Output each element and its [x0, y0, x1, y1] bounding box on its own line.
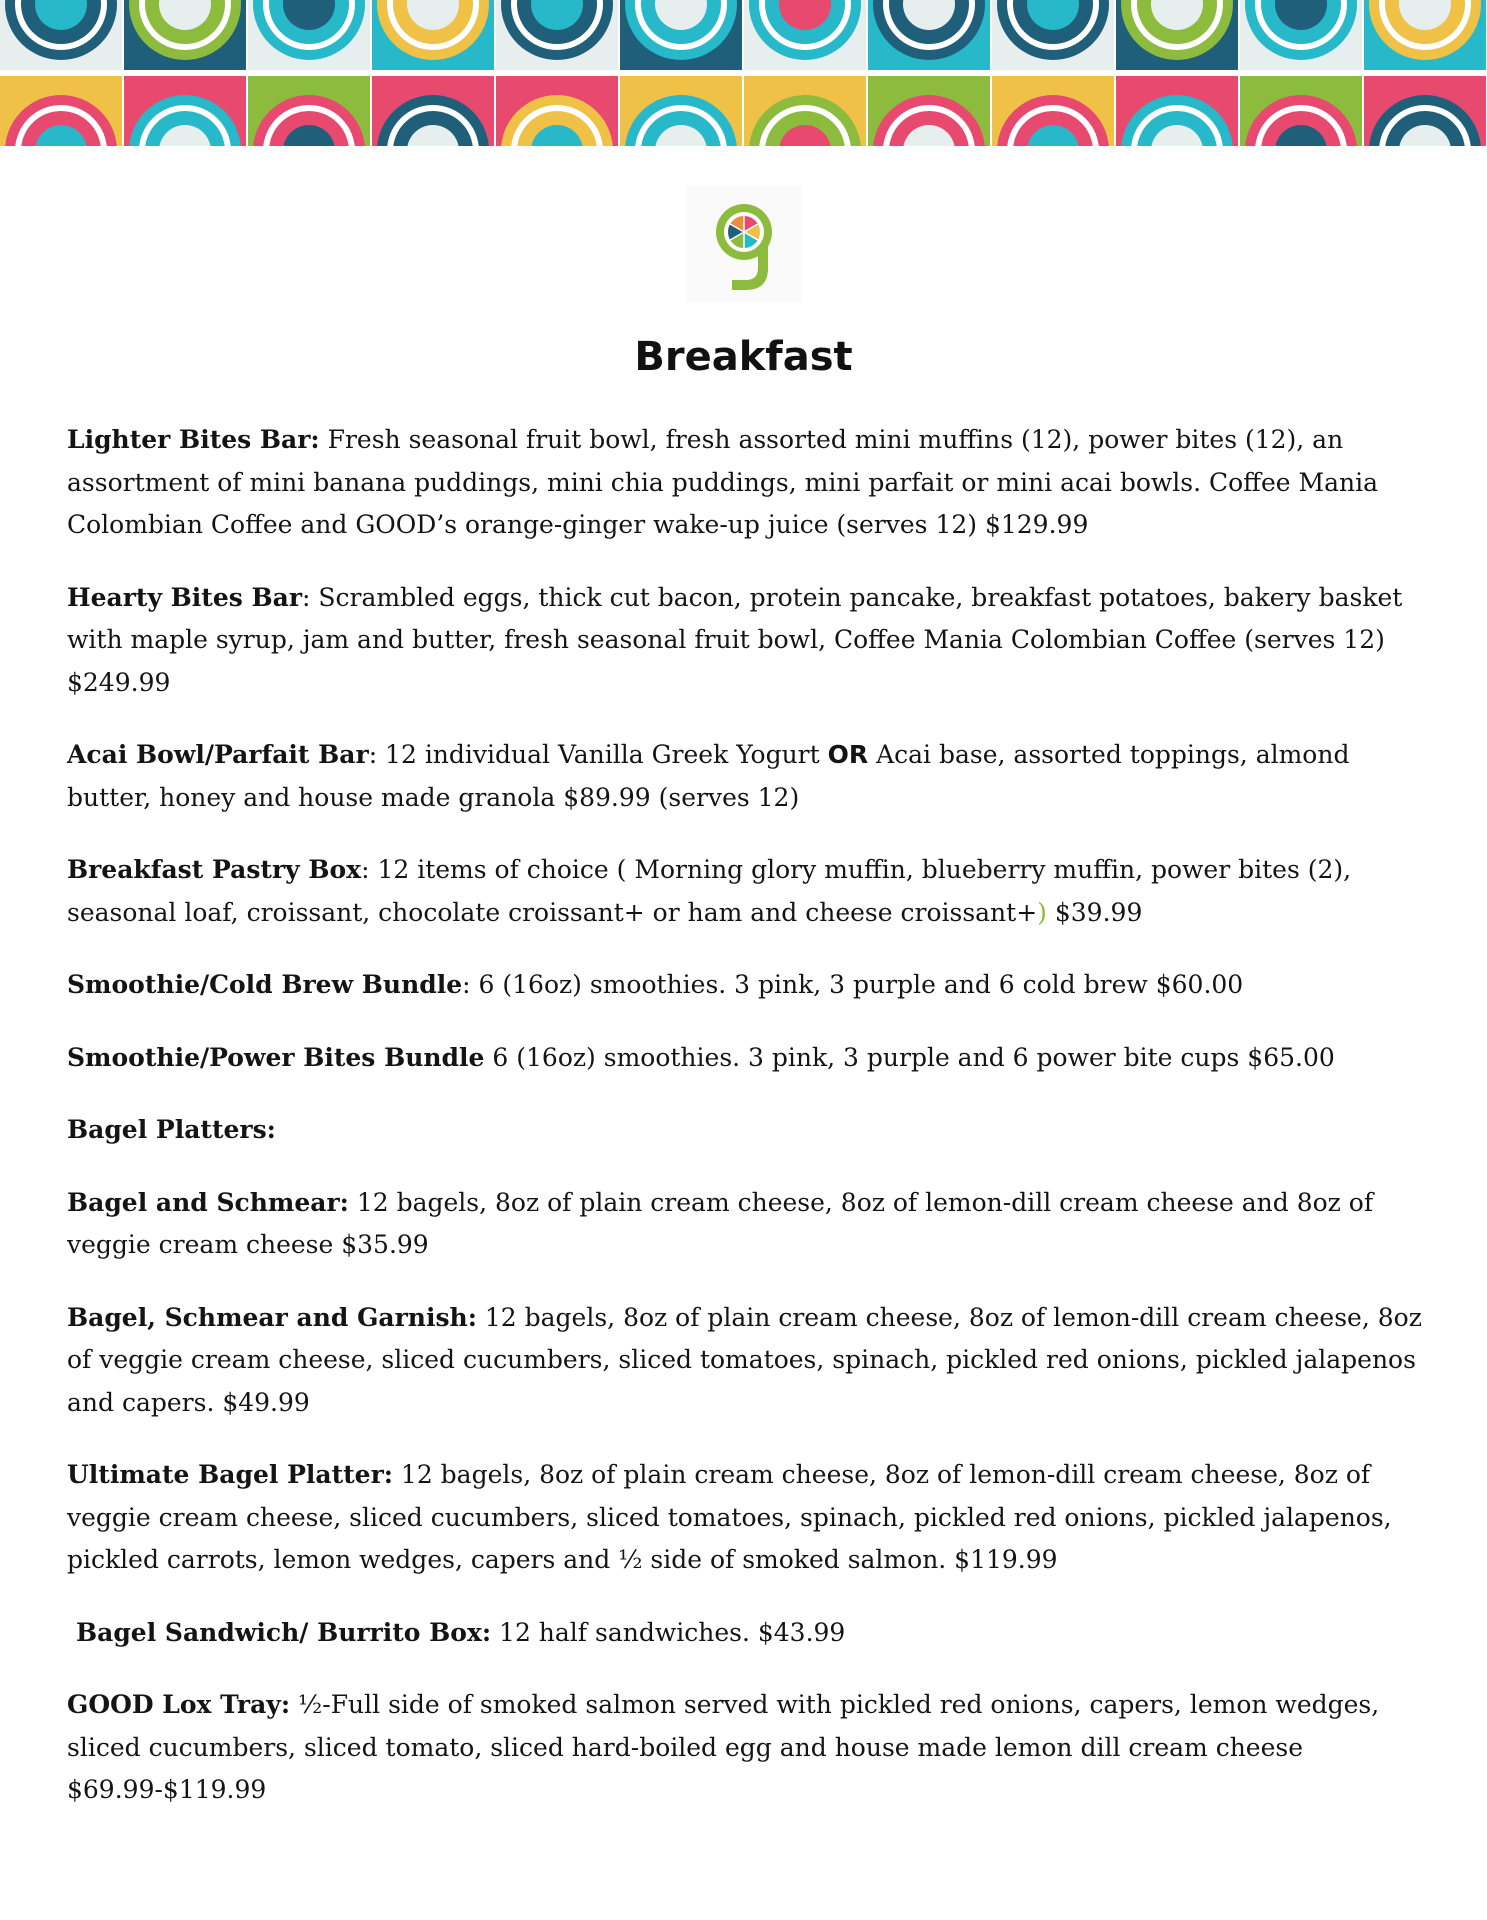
menu-item-smoothie-power-bites-bundle: [67, 1037, 1427, 1080]
item-description-cont: Acai base, assorted toppings, almond butter, honey and house made granola $89.99 (serves 12): [67, 740, 1350, 812]
item-name: Ultimate Bagel Platter:: [67, 1460, 393, 1489]
item-name: Lighter Bites Bar:: [67, 425, 320, 454]
item-name: GOOD Lox Tray:: [67, 1690, 291, 1719]
menu-item-bagel-and-schmear: [67, 1182, 1427, 1267]
item-description: : Scrambled eggs, thick cut bacon, protein pancake, breakfast potatoes, bakery basket with maple syrup, jam and butter, fresh seasonal fruit bowl, Coffee Mania Colombian Coffee (serves 12) $249.99: [67, 582, 1403, 697]
item-description: Fresh seasonal fruit bowl, fresh assorted mini muffins (12), power bites (12), an assortment of mini banana puddings, mini chia puddings, mini parfait or mini acai bowls. Coffee Mania Colombian Coffee and GOOD’s orange-ginger wake-up juice (serves 12) $129.99: [67, 425, 1378, 539]
item-name: Acai Bowl/Parfait Bar: [67, 740, 369, 769]
menu-item-ultimate-bagel-platter: [67, 1454, 1427, 1582]
item-name: Bagel and Schmear:: [67, 1187, 349, 1217]
item-description: : 6 (16oz) smoothies. 3 pink, 3 purple and 6 cold brew $60.00: [462, 970, 1244, 999]
item-description: : 12 items of choice ( Morning glory muffin, blueberry muffin, power bites (2), seasonal loaf, croissant, chocolate croissant+ or ham and cheese croissant+: [67, 855, 1352, 927]
item-description: 12 half sandwiches. $43.99: [491, 1617, 846, 1647]
item-name: Bagel Sandwich/ Burrito Box:: [76, 1617, 492, 1647]
citrus-swirl-g-logo: [686, 186, 802, 302]
item-name: Hearty Bites Bar: [67, 582, 303, 612]
section-heading: Bagel Platters:: [67, 1115, 276, 1144]
menu-item-lighter-bites-bar: [67, 419, 1427, 547]
pattern-banner: [0, 0, 1487, 146]
item-description: ½-Full side of smoked salmon served with pickled red onions, capers, lemon wedges, sliced cucumbers, sliced tomato, sliced hard-boiled egg and house made lemon dill cream cheese $69.99-$119.99: [67, 1690, 1380, 1804]
item-name: Breakfast Pastry Box: [67, 855, 362, 884]
item-name: Bagel, Schmear and Garnish:: [67, 1302, 477, 1332]
menu-item-bagel-sandwich-burrito-box: [67, 1612, 1427, 1655]
closing-paren: ): [1037, 897, 1047, 927]
menu-item-smoothie-cold-brew-bundle: [67, 964, 1427, 1007]
menu-item-good-lox-tray: [67, 1684, 1427, 1812]
item-name: Smoothie/Power Bites Bundle: [67, 1042, 485, 1072]
menu-item-bagel-schmear-garnish: [67, 1297, 1427, 1425]
item-price: $39.99: [1046, 897, 1143, 927]
item-description: 12 bagels, 8oz of plain cream cheese, 8oz of lemon-dill cream cheese, 8oz of veggie cream cheese, sliced cucumbers, sliced tomatoes, spinach, pickled red onions, pickled jalapenos, pickled carrots, lemon wedges, capers and ½ side of smoked salmon. $119.99: [67, 1460, 1392, 1574]
menu-item-hearty-bites-bar: [67, 577, 1427, 705]
page-title: Breakfast: [634, 334, 853, 380]
or-emphasis: OR: [827, 740, 869, 769]
menu-item-breakfast-pastry-box: [67, 849, 1427, 934]
item-name: Smoothie/Cold Brew Bundle: [67, 970, 463, 999]
item-description: : 12 individual Vanilla Greek Yogurt: [368, 740, 828, 769]
item-description: 12 bagels, 8oz of plain cream cheese, 8oz of lemon-dill cream cheese and 8oz of veggie cream cheese $35.99: [67, 1187, 1374, 1259]
item-description: 12 bagels, 8oz of plain cream cheese, 8oz of lemon-dill cream cheese, 8oz of veggie cream cheese, sliced cucumbers, sliced tomatoes, spinach, pickled red onions, pickled jalapenos and capers. $49.99: [67, 1302, 1422, 1417]
item-description: 6 (16oz) smoothies. 3 pink, 3 purple and 6 power bite cups $65.00: [484, 1042, 1335, 1072]
section-heading-bagel-platters: [67, 1109, 1427, 1152]
menu-list: [67, 419, 1427, 1842]
menu-item-acai-parfait-bar: [67, 734, 1427, 819]
